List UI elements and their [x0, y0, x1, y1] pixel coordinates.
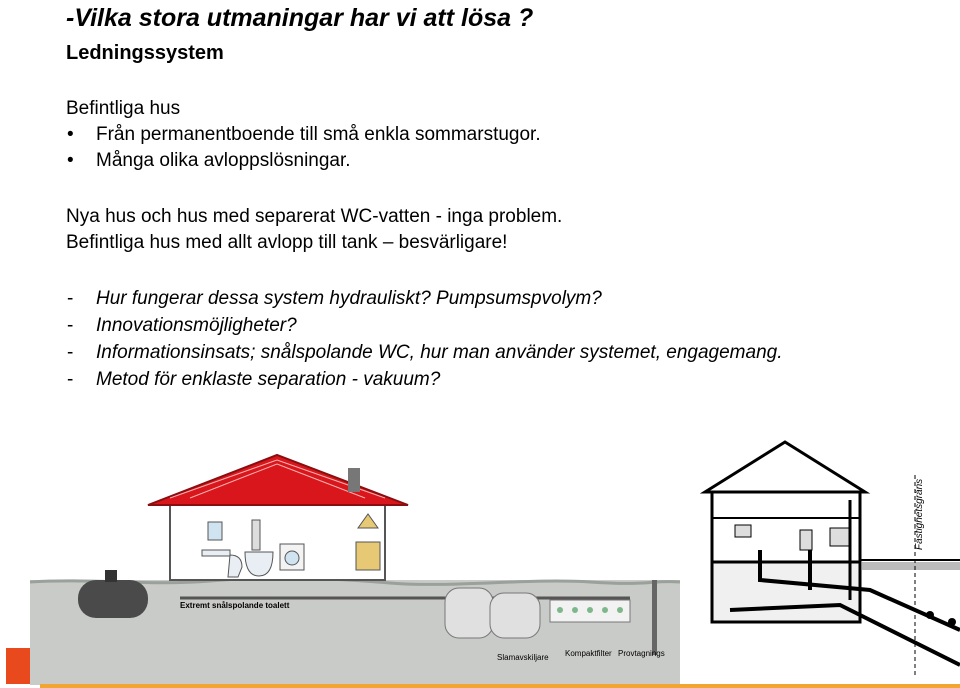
house-roof: [148, 455, 408, 505]
question-item: Innovationsmöjligheter?: [96, 315, 297, 336]
label-boundary: Fastighetsgräns: [914, 478, 925, 550]
dash-marker: -: [67, 315, 74, 336]
basement: [712, 562, 860, 622]
septic-tank: [490, 593, 540, 638]
paragraph-line: Befintliga hus med allt avlopp till tank – besvärligare!: [66, 232, 508, 253]
paragraph-line: Nya hus och hus med separerat WC-vatten - inga problem.: [66, 206, 563, 227]
label-sludge: Slamavskiljare: [497, 653, 549, 662]
label-filter: Kompaktfilter: [565, 649, 612, 658]
sewage-system-illustration: [30, 410, 680, 685]
bullet-marker: •: [67, 150, 74, 171]
house-section-drawing: [690, 430, 960, 680]
footer-line: [40, 684, 960, 688]
accent-bar: [6, 648, 30, 684]
slide-title: -Vilka stora utmaningar har vi att lösa ?: [66, 4, 534, 32]
water-heater: [356, 542, 380, 570]
question-item: Metod för enklaste separation - vakuum?: [96, 369, 441, 390]
bullet-item: Många olika avloppslösningar.: [96, 150, 351, 171]
sampling-pipe: [652, 580, 657, 655]
house-wall: [170, 498, 385, 580]
bullet-item: Från permanentboende till små enkla sommarstugor.: [96, 124, 541, 145]
existing-houses-heading: Befintliga hus: [66, 98, 181, 119]
chimney: [348, 468, 360, 492]
holding-tank: [78, 580, 148, 618]
label-sampling: Provtagnings: [618, 649, 665, 658]
subheading: Ledningssystem: [66, 42, 224, 64]
label-toilet: Extremt snålspolande toalett: [180, 601, 290, 610]
question-item: Informationsinsats; snålspolande WC, hur man använder systemet, engagemang.: [96, 342, 783, 363]
dash-marker: -: [67, 342, 74, 363]
question-item: Hur fungerar dessa system hydrauliskt? Pumpsumspvolym?: [96, 288, 602, 309]
mirror: [208, 522, 222, 540]
dash-marker: -: [67, 369, 74, 390]
sink: [202, 550, 230, 556]
septic-tank: [445, 588, 493, 638]
dash-marker: -: [67, 288, 74, 309]
bullet-marker: •: [67, 124, 74, 145]
